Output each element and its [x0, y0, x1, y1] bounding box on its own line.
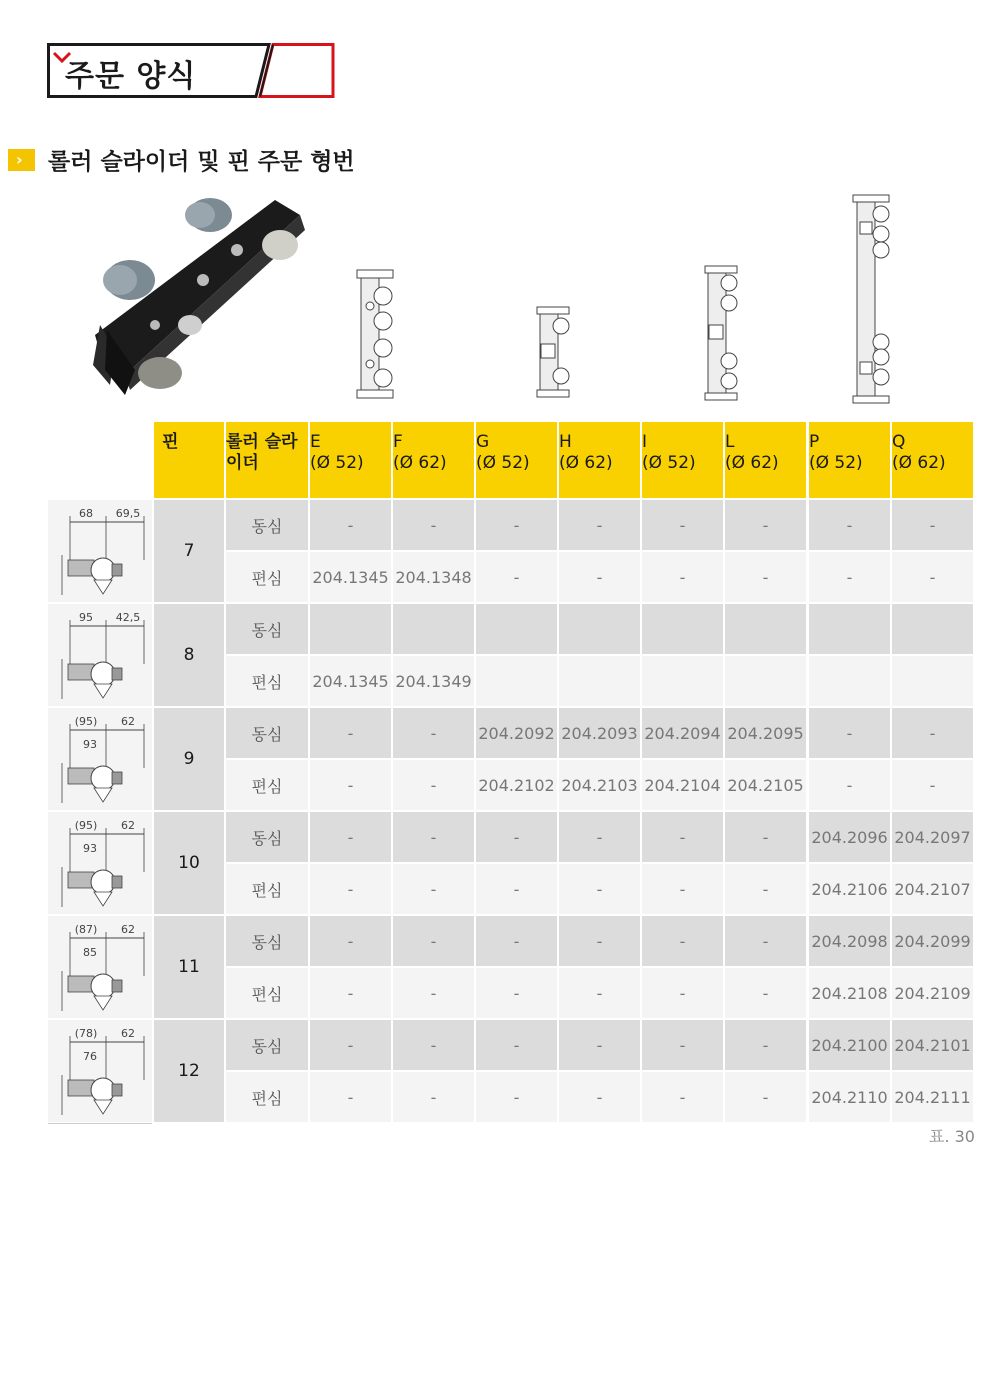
header-col-diameter: (Ø 62) — [559, 453, 613, 473]
header-col-G — [476, 422, 557, 498]
pin-dimension-drawing — [48, 604, 152, 706]
row-type: 편심 — [226, 656, 308, 706]
order-code-cell — [725, 604, 806, 654]
order-code-cell: - — [642, 864, 723, 914]
order-code-cell: - — [310, 968, 391, 1018]
header-col-diameter: (Ø 52) — [809, 453, 863, 473]
pin-diagram-10 — [48, 812, 152, 914]
header-col-P — [809, 422, 890, 498]
row-type: 동심 — [226, 812, 308, 862]
order-code-cell: - — [393, 812, 474, 862]
pin-diagram-11 — [48, 916, 152, 1018]
order-code-cell: - — [310, 760, 391, 810]
order-code-cell: 204.2098 — [809, 916, 890, 966]
order-code-cell: 204.2105 — [725, 760, 806, 810]
order-code-cell: 204.2100 — [809, 1020, 890, 1070]
dimension-c: 76 — [83, 1050, 97, 1063]
order-code-cell: 204.2111 — [892, 1072, 973, 1122]
order-code-cell — [476, 656, 557, 706]
order-code-cell: - — [725, 968, 806, 1018]
order-code-cell: - — [476, 552, 557, 602]
order-code-cell: 204.2102 — [476, 760, 557, 810]
header-col-letter: I — [642, 432, 648, 452]
order-code-cell: - — [310, 1020, 391, 1070]
order-code-cell — [559, 656, 640, 706]
order-form-header — [47, 43, 337, 98]
order-code-cell: - — [725, 552, 806, 602]
order-code-cell: - — [725, 812, 806, 862]
header-col-diameter: (Ø 62) — [725, 453, 779, 473]
header-col-H — [559, 422, 640, 498]
roller-slider-I-L-drawing — [703, 263, 743, 403]
order-code-cell: - — [892, 500, 973, 550]
order-code-cell: 204.2103 — [559, 760, 640, 810]
table-number: 표. 30 — [929, 1127, 975, 1146]
order-code-cell: - — [725, 500, 806, 550]
header-col-L — [725, 422, 806, 498]
order-code-cell: 204.2107 — [892, 864, 973, 914]
row-type: 동심 — [226, 1020, 308, 1070]
pin-number: 12 — [154, 1020, 224, 1122]
order-code-cell: - — [476, 1072, 557, 1122]
order-code-cell: - — [310, 1072, 391, 1122]
order-code-cell: - — [393, 708, 474, 758]
row-type: 편심 — [226, 552, 308, 602]
header-col-I — [642, 422, 723, 498]
pin-dimension-drawing — [48, 500, 152, 602]
header-col-letter: H — [559, 432, 572, 452]
order-code-cell — [642, 604, 723, 654]
row-type: 편심 — [226, 760, 308, 810]
order-code-cell — [725, 656, 806, 706]
row-type: 동심 — [226, 708, 308, 758]
header-col-Q — [892, 422, 973, 498]
order-code-cell: 204.2108 — [809, 968, 890, 1018]
pin-number: 11 — [154, 916, 224, 1018]
page-title: 주문 양식 — [65, 59, 197, 94]
order-code-cell: - — [393, 760, 474, 810]
dimension-c: 85 — [83, 946, 97, 959]
roller-slider-3d-image — [85, 185, 315, 405]
order-code-cell — [393, 604, 474, 654]
order-code-cell: - — [809, 500, 890, 550]
order-code-cell: - — [642, 1020, 723, 1070]
roller-slider-E-F-drawing — [355, 266, 400, 402]
order-code-cell: - — [809, 552, 890, 602]
pin-number: 9 — [154, 708, 224, 810]
order-code-cell: - — [559, 1072, 640, 1122]
order-code-cell: - — [809, 708, 890, 758]
order-code-cell: - — [559, 968, 640, 1018]
order-code-cell: - — [892, 708, 973, 758]
row-type: 편심 — [226, 864, 308, 914]
order-code-cell — [809, 656, 890, 706]
order-code-cell: - — [393, 1072, 474, 1122]
order-code-cell: - — [559, 864, 640, 914]
header-col-diameter: (Ø 52) — [642, 453, 696, 473]
pin-number: 8 — [154, 604, 224, 706]
order-code-cell: - — [310, 812, 391, 862]
order-code-cell: 204.2093 — [559, 708, 640, 758]
pin-dimension-drawing — [48, 812, 152, 914]
header-pin: 핀 — [154, 422, 224, 498]
order-code-cell: - — [393, 864, 474, 914]
order-code-cell: 204.2092 — [476, 708, 557, 758]
order-code-cell: - — [725, 1072, 806, 1122]
order-code-cell: - — [725, 1020, 806, 1070]
order-code-cell — [642, 656, 723, 706]
pin-number: 7 — [154, 500, 224, 602]
order-code-cell: 204.2104 — [642, 760, 723, 810]
order-code-cell — [559, 604, 640, 654]
order-code-cell: - — [476, 968, 557, 1018]
pin-dimension-drawing — [48, 708, 152, 810]
chevron-down-icon[interactable] — [47, 43, 77, 71]
dimension-b: 62 — [121, 1027, 135, 1040]
order-code-cell: 204.1345 — [310, 552, 391, 602]
order-code-cell: - — [393, 968, 474, 1018]
order-code-cell: - — [476, 916, 557, 966]
order-code-cell: 204.2110 — [809, 1072, 890, 1122]
order-code-cell: - — [559, 916, 640, 966]
order-code-cell: - — [393, 916, 474, 966]
row-type: 동심 — [226, 604, 308, 654]
header-roller-slider — [226, 422, 308, 498]
order-code-cell — [809, 604, 890, 654]
order-code-cell: 204.2094 — [642, 708, 723, 758]
header-col-diameter: (Ø 62) — [393, 453, 447, 473]
dimension-a: (78) — [74, 1027, 98, 1040]
order-code-cell: 204.2097 — [892, 812, 973, 862]
order-code-cell: 204.2099 — [892, 916, 973, 966]
order-code-cell: - — [642, 1072, 723, 1122]
header-roller-line2: 이더 — [226, 453, 259, 473]
header-col-letter: L — [725, 432, 735, 452]
header-col-letter: F — [393, 432, 403, 452]
pin-number: 10 — [154, 812, 224, 914]
header-col-F — [393, 422, 474, 498]
dimension-a: 95 — [79, 611, 93, 624]
dimension-b: 69,5 — [115, 507, 141, 520]
order-code-cell: - — [559, 812, 640, 862]
order-code-cell: 204.1348 — [393, 552, 474, 602]
dimension-b: 62 — [121, 923, 135, 936]
order-code-cell: 204.2096 — [809, 812, 890, 862]
order-code-cell: - — [476, 812, 557, 862]
order-code-cell: 204.1345 — [310, 656, 391, 706]
header-roller-line1: 롤러 슬라 — [226, 432, 298, 452]
order-code-cell: 204.2095 — [725, 708, 806, 758]
order-code-cell — [892, 656, 973, 706]
order-code-cell: - — [559, 552, 640, 602]
order-code-cell: - — [393, 500, 474, 550]
order-code-cell: - — [559, 500, 640, 550]
header-col-E — [310, 422, 391, 498]
dimension-b: 42,5 — [115, 611, 141, 624]
header-col-letter: P — [809, 432, 820, 452]
order-code-cell: 204.2106 — [809, 864, 890, 914]
row-type: 동심 — [226, 916, 308, 966]
row-type: 편심 — [226, 1072, 308, 1122]
header-col-diameter: (Ø 52) — [476, 453, 530, 473]
pin-diagram-7 — [48, 500, 152, 602]
table-bottom-rule — [48, 1123, 152, 1124]
header-col-letter: E — [310, 432, 321, 452]
dimension-a: (95) — [74, 819, 98, 832]
dimension-b: 62 — [121, 819, 135, 832]
pin-diagram-12 — [48, 1020, 152, 1122]
order-code-cell — [476, 604, 557, 654]
chevron-right-icon: › — [8, 149, 35, 171]
dimension-a: (95) — [74, 715, 98, 728]
dimension-b: 62 — [121, 715, 135, 728]
order-code-cell: - — [642, 552, 723, 602]
section-title: 롤러 슬라이더 및 핀 주문 형번 — [48, 149, 355, 175]
header-col-diameter: (Ø 52) — [310, 453, 364, 473]
dimension-a: 68 — [79, 507, 93, 520]
order-code-cell: - — [892, 552, 973, 602]
order-code-cell: - — [809, 760, 890, 810]
order-code-cell: - — [642, 968, 723, 1018]
order-code-cell: - — [559, 1020, 640, 1070]
order-code-cell: - — [476, 864, 557, 914]
order-code-cell: - — [725, 864, 806, 914]
order-code-cell: - — [310, 500, 391, 550]
order-code-cell: - — [892, 760, 973, 810]
order-code-cell: - — [725, 916, 806, 966]
order-code-cell: - — [393, 1020, 474, 1070]
order-code-cell: 204.2109 — [892, 968, 973, 1018]
row-type: 편심 — [226, 968, 308, 1018]
order-code-cell: - — [476, 1020, 557, 1070]
pin-diagram-8 — [48, 604, 152, 706]
order-code-cell — [892, 604, 973, 654]
order-code-cell: - — [310, 916, 391, 966]
order-code-cell: 204.2101 — [892, 1020, 973, 1070]
roller-slider-G-H-drawing — [535, 304, 575, 400]
pin-dimension-drawing — [48, 1020, 152, 1122]
header-col-letter: G — [476, 432, 490, 452]
order-code-cell: - — [310, 864, 391, 914]
order-code-cell — [310, 604, 391, 654]
row-type: 동심 — [226, 500, 308, 550]
header-col-letter: Q — [892, 432, 906, 452]
dimension-c: 93 — [83, 842, 97, 855]
pin-diagram-9 — [48, 708, 152, 810]
roller-slider-P-Q-drawing — [851, 192, 896, 406]
dimension-a: (87) — [74, 923, 98, 936]
header-col-diameter: (Ø 62) — [892, 453, 946, 473]
order-code-cell: - — [642, 916, 723, 966]
order-code-cell: - — [642, 500, 723, 550]
dimension-c: 93 — [83, 738, 97, 751]
order-code-cell: - — [310, 708, 391, 758]
order-code-cell: - — [642, 812, 723, 862]
order-code-cell: - — [476, 500, 557, 550]
order-code-cell: 204.1349 — [393, 656, 474, 706]
pin-dimension-drawing — [48, 916, 152, 1018]
